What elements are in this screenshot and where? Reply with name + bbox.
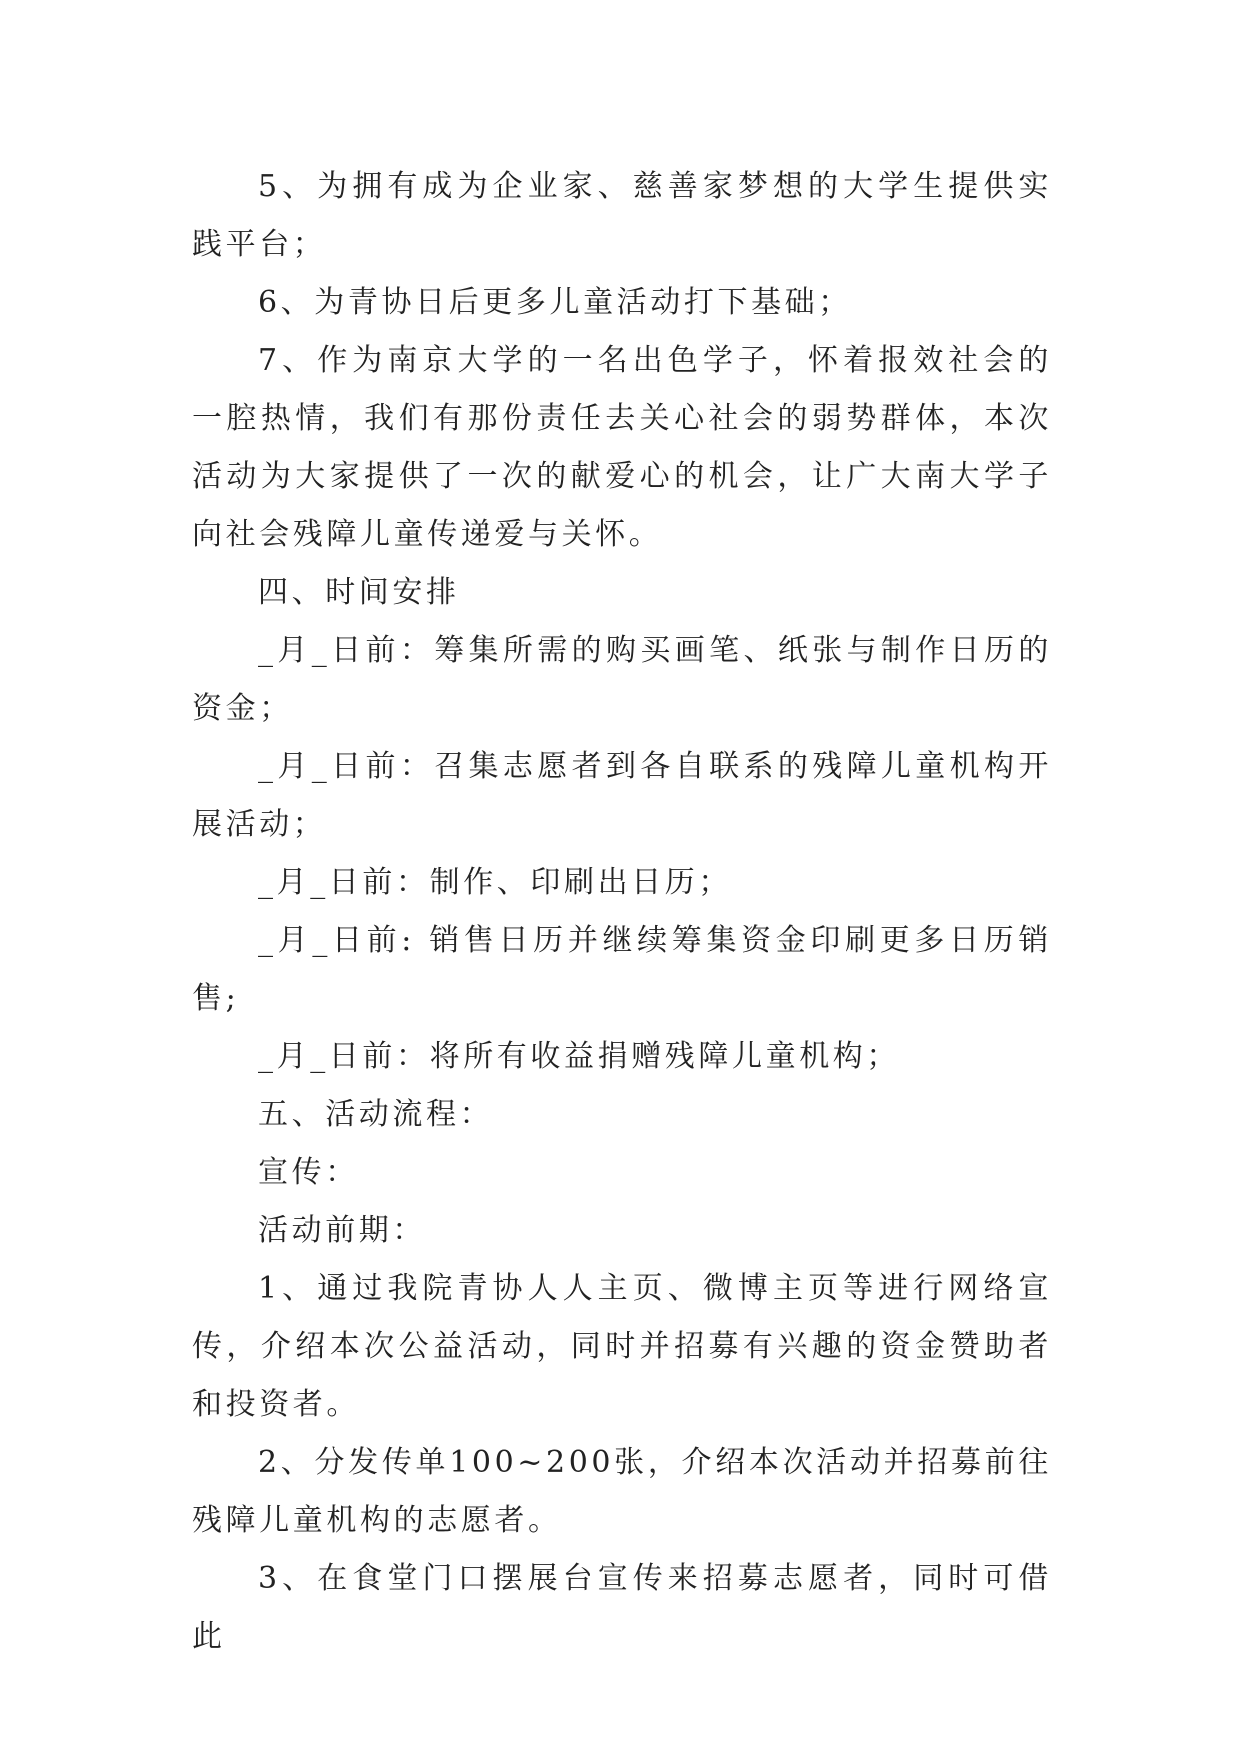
schedule-item-2: _月_日前：召集志愿者到各自联系的残障儿童机构开展活动； (192, 749, 1052, 842)
section-heading-process: 五、活动流程： (258, 1097, 494, 1132)
publicity-item-3: 3、在食堂门口摆展台宣传来招募志愿者，同时可借此 (192, 1561, 1052, 1654)
schedule-item-4: _月_日前: 销售日历并继续筹集资金印刷更多日历销售; (192, 923, 1052, 1016)
paragraph-goal-6: 6、为青协日后更多儿童活动打下基础； (258, 285, 852, 320)
paragraph-goal-5: 5、为拥有成为企业家、慈善家梦想的大学生提供实践平台； (192, 169, 1052, 262)
publicity-item-1: 1、通过我院青协人人主页、微博主页等进行网络宣传，介绍本次公益活动，同时并招募有兴趣的资金赞助者和投资者。 (192, 1271, 1052, 1422)
schedule-item-1: _月_日前：筹集所需的购买画笔、纸张与制作日历的资金； (192, 633, 1052, 726)
subheading-publicity: 宣传： (258, 1155, 359, 1190)
paragraph-goal-7: 7、作为南京大学的一名出色学子，怀着报效社会的一腔热情，我们有那份责任去关心社会的弱势群体，本次活动为大家提供了一次的献爱心的机会，让广大南大学子向社会残障儿童传递爱与关怀。 (192, 343, 1052, 552)
publicity-item-2: 2、分发传单100~200张，介绍本次活动并招募前往残障儿童机构的志愿者。 (192, 1445, 1052, 1538)
schedule-item-5: _月_日前：将所有收益捐赠残障儿童机构； (258, 1039, 900, 1074)
document-body (192, 158, 1052, 1666)
schedule-item-3: _月_日前：制作、印刷出日历； (258, 865, 732, 900)
section-heading-schedule: 四、时间安排 (258, 575, 460, 610)
subheading-early-stage: 活动前期： (258, 1213, 426, 1248)
